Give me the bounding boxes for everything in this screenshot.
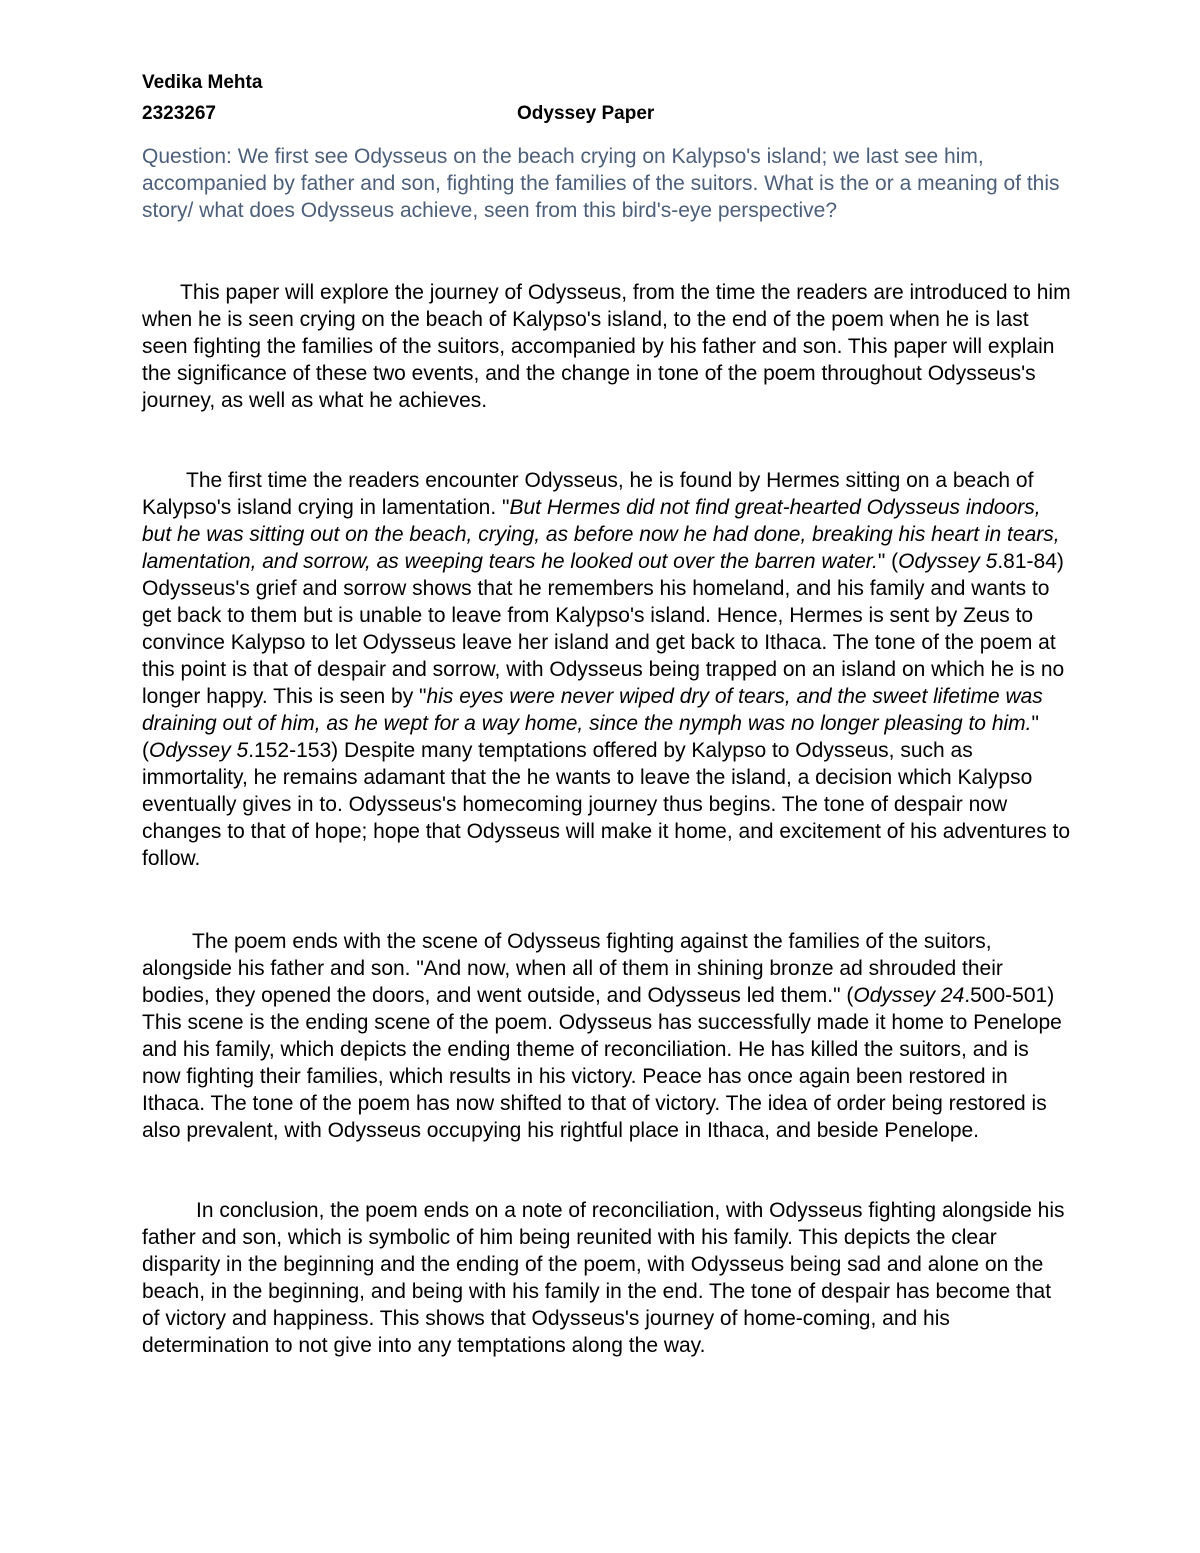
essay-question: Question: We first see Odysseus on the beach crying on Kalypso's island; we last see him, accompanied by father and son, fighting the families of the suitors. What is the or a meaning of this story/ what does Odysseus achieve, seen from this bird's-eye perspective?	[142, 145, 1060, 222]
citation-work: Odyssey 5	[149, 739, 249, 762]
paragraph-introduction: This paper will explore the journey of Odysseus, from the time the readers are introduced to him when he is seen crying on the beach of Kalypso's island, to the end of the poem when he is last seen fighting the families of the suitors, accompanied by his father and son. This paper will explain the significance of these two events, and the change in tone of the poem throughout Odysseus's journey, as well as what he achieves.	[142, 281, 1071, 412]
paragraph-text: ) Despite many temptations offered by Kalypso to Odysseus, such as immortality, he remains adamant that the he wants to leave the island, a decision which Kalypso eventually gives in to. Odysseus's homecoming journey thus begins. The tone of despair now changes to that of hope; hope that Odysseus will make it home, and excitement of his adventures to follow.	[142, 739, 1071, 870]
citation-lines: .81-84	[997, 550, 1057, 573]
paragraph-beginning	[142, 467, 1072, 872]
paragraph-text: The poem ends with the scene of Odysseus fighting against the families of the suitors, alongside his father and son. "And now, when all of them in shining bronze ad shrouded their bodies, they opened the doors, and went outside, and Odysseus led them." (	[142, 930, 1003, 1007]
paragraph-text: ) This scene is the ending scene of the poem. Odysseus has successfully made it home to Penelope and his family, which depicts the ending theme of reconciliation. He has killed the suitors, and is now fighting their families, which results in his victory. Peace has once again been restored in Ithaca. The tone of the poem has now shifted to that of victory. The idea of order being restored is also prevalent, with Odysseus occupying his rightful place in Ithaca, and beside Penelope.	[142, 984, 1062, 1142]
quote-tears: his eyes were never wiped dry of tears, and the sweet lifetime was draining out of him, as he wept for a way home, since the nymph was no longer pleasing to him.	[142, 685, 1043, 735]
paragraph-text: The first time the readers encounter Odysseus, he is found by Hermes sitting on a beach of Kalypso's island crying in lamentation. "	[142, 469, 1034, 519]
quote-hermes: But Hermes did not find great-hearted Odysseus indoors, but he was sitting out on the beach, crying, as before now he had done, breaking his heart in tears, lamentation, and sorrow, as weeping tears he looked out over the barren water.	[142, 496, 1060, 573]
student-id: 2323267	[142, 103, 216, 124]
paragraph-conclusion: In conclusion, the poem ends on a note of reconciliation, with Odysseus fighting alongside his father and son, which is symbolic of him being reunited with his family. This depicts the clear disparity in the beginning and the ending of the poem, with Odysseus being sad and alone on the beach, in the beginning, and being with his family in the end. The tone of despair has become that of victory and happiness. This shows that Odysseus's journey of home-coming, and his determination to not give into any temptations along the way.	[142, 1199, 1065, 1357]
paragraph-text: ) Odysseus's grief and sorrow shows that he remembers his homeland, and his family and wants to get back to them but is unable to leave from Kalypso's island. Hence, Hermes is sent by Zeus to convince Kalypso to let Odysseus leave her island and get back to Ithaca. The tone of the poem at this point is that of despair and sorrow, with Odysseus being trapped on an island on which he is no longer happy. This is seen by "	[142, 550, 1065, 708]
paragraph-text: " (	[142, 712, 1039, 762]
author-name: Vedika Mehta	[142, 72, 263, 93]
paper-title: Odyssey Paper	[517, 103, 655, 124]
paragraph-text: " (	[877, 550, 899, 573]
citation-work: Odyssey 24	[853, 984, 965, 1007]
citation-lines: .500-501	[964, 984, 1048, 1007]
paragraph-ending	[142, 928, 1072, 1144]
citation-work: Odyssey 5	[898, 550, 998, 573]
citation-lines: .152-153	[248, 739, 332, 762]
